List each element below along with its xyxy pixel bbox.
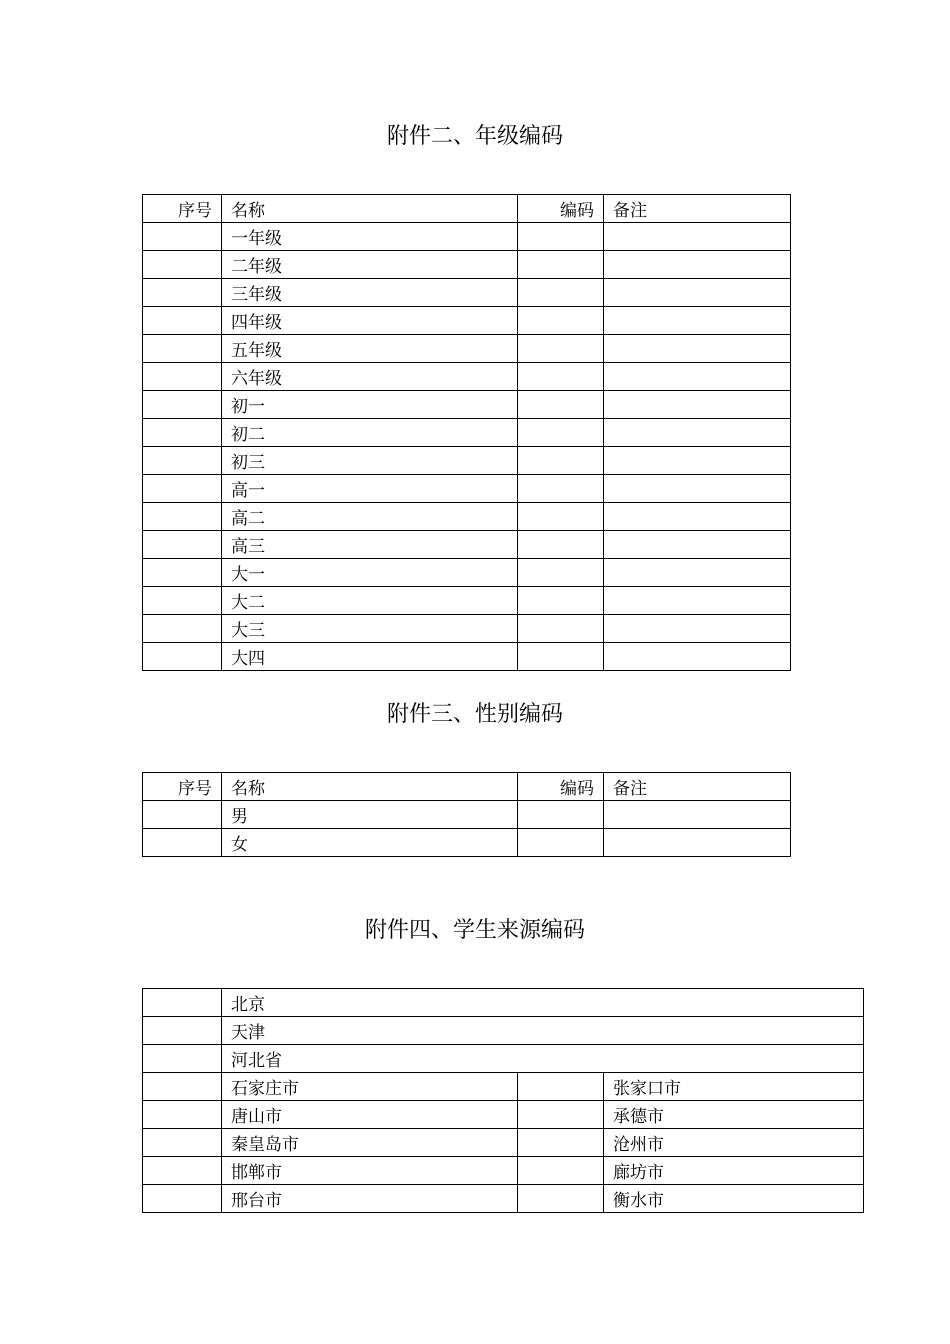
- seq-cell: [143, 391, 222, 419]
- seq-cell: [143, 363, 222, 391]
- seq-cell: [143, 559, 222, 587]
- table-row: [143, 615, 791, 643]
- table-header-row: [143, 195, 791, 223]
- header-code: 编码: [518, 195, 604, 223]
- note-cell: [604, 391, 791, 419]
- code-cell: [518, 559, 604, 587]
- header-seq: 序号: [143, 773, 222, 801]
- table-row: [143, 531, 791, 559]
- seq-cell: [143, 223, 222, 251]
- city-name-cell: 唐山市: [222, 1101, 518, 1129]
- header-name: 名称: [222, 773, 518, 801]
- note-cell: [604, 279, 791, 307]
- table-row: [143, 1017, 864, 1045]
- code-cell: [518, 615, 604, 643]
- code-cell: [518, 307, 604, 335]
- name-cell: 高二: [222, 503, 518, 531]
- code-cell: [518, 391, 604, 419]
- city-name-cell: 邢台市: [222, 1185, 518, 1213]
- city-name-cell: 沧州市: [604, 1129, 864, 1157]
- code-cell: [143, 1073, 222, 1101]
- code-cell: [518, 1129, 604, 1157]
- code-cell: [143, 1185, 222, 1213]
- table-row: [143, 419, 791, 447]
- table-row: [143, 363, 791, 391]
- seq-cell: [143, 279, 222, 307]
- name-cell: 大一: [222, 559, 518, 587]
- code-cell: [143, 1045, 222, 1073]
- annex4-title: 附件四、学生来源编码: [364, 918, 585, 943]
- note-cell: [604, 559, 791, 587]
- table-row: [143, 223, 791, 251]
- table-row: [143, 1129, 864, 1157]
- table-row: [143, 587, 791, 615]
- note-cell: [604, 801, 791, 829]
- seq-cell: [143, 475, 222, 503]
- code-cell: [518, 363, 604, 391]
- name-cell: 一年级: [222, 223, 518, 251]
- source-name-cell: 河北省: [222, 1045, 864, 1073]
- code-cell: [518, 447, 604, 475]
- annex3-title: 附件三、性别编码: [386, 702, 563, 727]
- table-row: [143, 475, 791, 503]
- note-cell: [604, 251, 791, 279]
- note-cell: [604, 335, 791, 363]
- code-cell: [518, 587, 604, 615]
- name-cell: 三年级: [222, 279, 518, 307]
- name-cell: 六年级: [222, 363, 518, 391]
- code-cell: [518, 503, 604, 531]
- city-name-cell: 石家庄市: [222, 1073, 518, 1101]
- note-cell: [604, 223, 791, 251]
- code-cell: [518, 335, 604, 363]
- city-name-cell: 邯郸市: [222, 1157, 518, 1185]
- note-cell: [604, 419, 791, 447]
- seq-cell: [143, 801, 222, 829]
- code-cell: [143, 1157, 222, 1185]
- city-name-cell: 廊坊市: [604, 1157, 864, 1185]
- table-row: [143, 829, 791, 857]
- name-cell: 男: [222, 801, 518, 829]
- name-cell: 高三: [222, 531, 518, 559]
- seq-cell: [143, 447, 222, 475]
- code-cell: [518, 1073, 604, 1101]
- seq-cell: [143, 335, 222, 363]
- table-header-row: [143, 773, 791, 801]
- seq-cell: [143, 587, 222, 615]
- name-cell: 大二: [222, 587, 518, 615]
- table-row: [143, 251, 791, 279]
- header-name: 名称: [222, 195, 518, 223]
- code-cell: [518, 829, 604, 857]
- table-row: [143, 643, 791, 671]
- table-row: [143, 989, 864, 1017]
- table-row: [143, 1101, 864, 1129]
- note-cell: [604, 363, 791, 391]
- source-name-cell: 天津: [222, 1017, 864, 1045]
- code-cell: [518, 531, 604, 559]
- header-note: 备注: [604, 195, 791, 223]
- code-cell: [518, 1101, 604, 1129]
- table-row: [143, 1073, 864, 1101]
- source-name-cell: 北京: [222, 989, 864, 1017]
- seq-cell: [143, 251, 222, 279]
- code-cell: [518, 251, 604, 279]
- note-cell: [604, 829, 791, 857]
- code-cell: [518, 475, 604, 503]
- header-code: 编码: [518, 773, 604, 801]
- note-cell: [604, 307, 791, 335]
- city-name-cell: 张家口市: [604, 1073, 864, 1101]
- table-row: [143, 1157, 864, 1185]
- city-name-cell: 秦皇岛市: [222, 1129, 518, 1157]
- name-cell: 四年级: [222, 307, 518, 335]
- name-cell: 五年级: [222, 335, 518, 363]
- city-name-cell: 衡水市: [604, 1185, 864, 1213]
- name-cell: 大四: [222, 643, 518, 671]
- note-cell: [604, 531, 791, 559]
- seq-cell: [143, 643, 222, 671]
- code-cell: [143, 989, 222, 1017]
- name-cell: 二年级: [222, 251, 518, 279]
- city-name-cell: 承德市: [604, 1101, 864, 1129]
- seq-cell: [143, 503, 222, 531]
- header-seq: 序号: [143, 195, 222, 223]
- code-cell: [143, 1101, 222, 1129]
- header-note: 备注: [604, 773, 791, 801]
- note-cell: [604, 475, 791, 503]
- table-row: [143, 1185, 864, 1213]
- name-cell: 初一: [222, 391, 518, 419]
- note-cell: [604, 503, 791, 531]
- code-cell: [518, 223, 604, 251]
- seq-cell: [143, 419, 222, 447]
- note-cell: [604, 447, 791, 475]
- seq-cell: [143, 829, 222, 857]
- code-cell: [143, 1129, 222, 1157]
- table-row: [143, 559, 791, 587]
- code-cell: [518, 279, 604, 307]
- note-cell: [604, 643, 791, 671]
- note-cell: [604, 615, 791, 643]
- note-cell: [604, 587, 791, 615]
- table-row: [143, 503, 791, 531]
- seq-cell: [143, 307, 222, 335]
- table-row: [143, 447, 791, 475]
- code-cell: [518, 1157, 604, 1185]
- gender-code-table: [142, 772, 791, 857]
- annex2-title: 附件二、年级编码: [386, 124, 563, 149]
- table-row: [143, 391, 791, 419]
- code-cell: [518, 643, 604, 671]
- name-cell: 高一: [222, 475, 518, 503]
- name-cell: 女: [222, 829, 518, 857]
- table-row: [143, 307, 791, 335]
- name-cell: 初三: [222, 447, 518, 475]
- name-cell: 初二: [222, 419, 518, 447]
- seq-cell: [143, 531, 222, 559]
- table-row: [143, 1045, 864, 1073]
- grade-code-table: [142, 194, 791, 671]
- code-cell: [518, 419, 604, 447]
- code-cell: [143, 1017, 222, 1045]
- name-cell: 大三: [222, 615, 518, 643]
- table-row: [143, 279, 791, 307]
- student-source-code-table: [142, 988, 864, 1213]
- seq-cell: [143, 615, 222, 643]
- table-row: [143, 801, 791, 829]
- code-cell: [518, 801, 604, 829]
- table-row: [143, 335, 791, 363]
- code-cell: [518, 1185, 604, 1213]
